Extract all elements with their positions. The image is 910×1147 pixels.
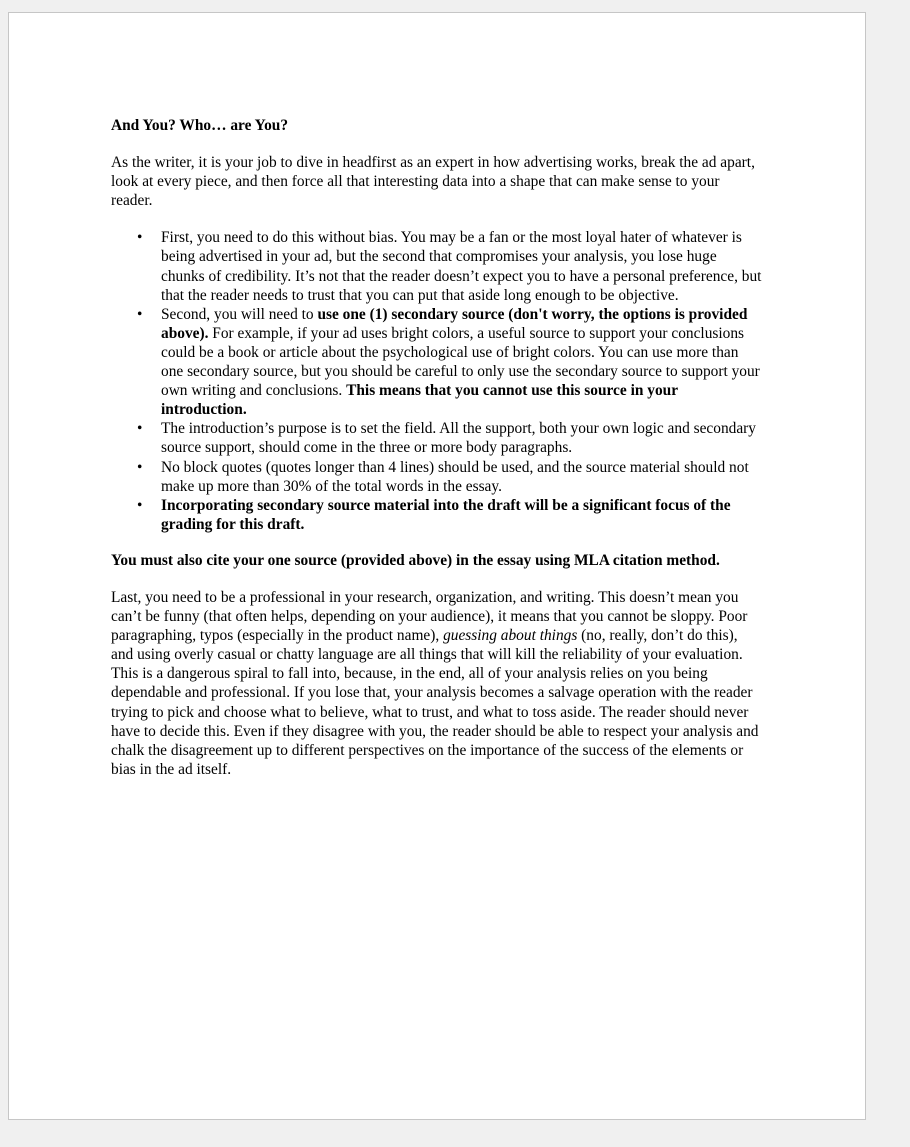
bullet-text-grading-focus: Incorporating secondary source material into the draft will be a significant focus of the grading for this draft. <box>161 496 731 533</box>
document-body <box>111 116 763 779</box>
bullet-text-source-pre: Second, you will need to <box>161 305 318 323</box>
bullet-text-source-warning: This means that you cannot use this source in your introduction. <box>161 382 678 419</box>
bullet-text-source-mid: For example, if your ad uses bright colors, a useful source to support your conclusions could be a book or article about the psychological use of bright colors. You can use more than one secondary source, but you should be careful to only use the secondary source to support your own writing and conclusions. <box>161 324 760 400</box>
list-item <box>161 419 763 457</box>
bullet-text-introduction: The introduction’s purpose is to set the field. All the support, both your own logic and secondary source support, should come in the three or more body paragraphs. <box>161 420 757 457</box>
bullet-text-block-quotes: No block quotes (quotes longer than 4 lines) should be used, and the source material should not make up more than 30% of the total words in the essay. <box>161 458 749 495</box>
list-item <box>161 228 763 304</box>
closing-text-post: (no, really, don’t do this), and using overly casual or chatty language are all things that will kill the reliability of your evaluation. This is a dangerous spiral to fall into, because, in the end, all of your analysis relies on you being dependable and professional. If you lose that, your analysis becomes a salvage operation with the reader trying to pick and choose what to believe, what to trust, and what to toss aside. The reader should never have to decide this. Even if they disagree with you, the reader should be able to respect your analysis and chalk the disagreement up to different perspectives on the importance of the success of the elements or bias in the ad itself. <box>111 627 759 778</box>
list-item <box>161 496 763 534</box>
intro-paragraph: As the writer, it is your job to dive in headfirst as an expert in how advertising works, break the ad apart, look at every piece, and then force all that interesting data into a shape that can make sense to your reader. <box>111 154 755 210</box>
list-item <box>161 458 763 496</box>
section-heading: And You? Who… are You? <box>111 117 289 134</box>
citation-note: You must also cite your one source (provided above) in the essay using MLA citation method. <box>111 551 720 569</box>
bullet-text-source-bold: use one (1) secondary source (don't worry, the options is provided above). <box>161 305 748 342</box>
document-page <box>8 12 866 1120</box>
closing-paragraph <box>111 588 763 779</box>
list-item <box>161 305 763 420</box>
requirements-list <box>111 228 763 534</box>
closing-text-italic: guessing about things <box>443 627 578 645</box>
closing-text-pre: Last, you need to be a professional in your research, organization, and writing. This doesn’t mean you can’t be funny (that often helps, depending on your audience), it means that you cannot be sloppy. Poor paragraphing, typos (especially in the product name), <box>111 588 748 645</box>
bullet-text-bias: First, you need to do this without bias. You may be a fan or the most loyal hater of whatever is being advertised in your ad, but the second that compromises your analysis, you lose huge chunks of credibility. It’s not that the reader doesn’t expect you to have a personal preference, but that the reader needs to trust that you can put that aside long enough to be objective. <box>161 229 762 304</box>
